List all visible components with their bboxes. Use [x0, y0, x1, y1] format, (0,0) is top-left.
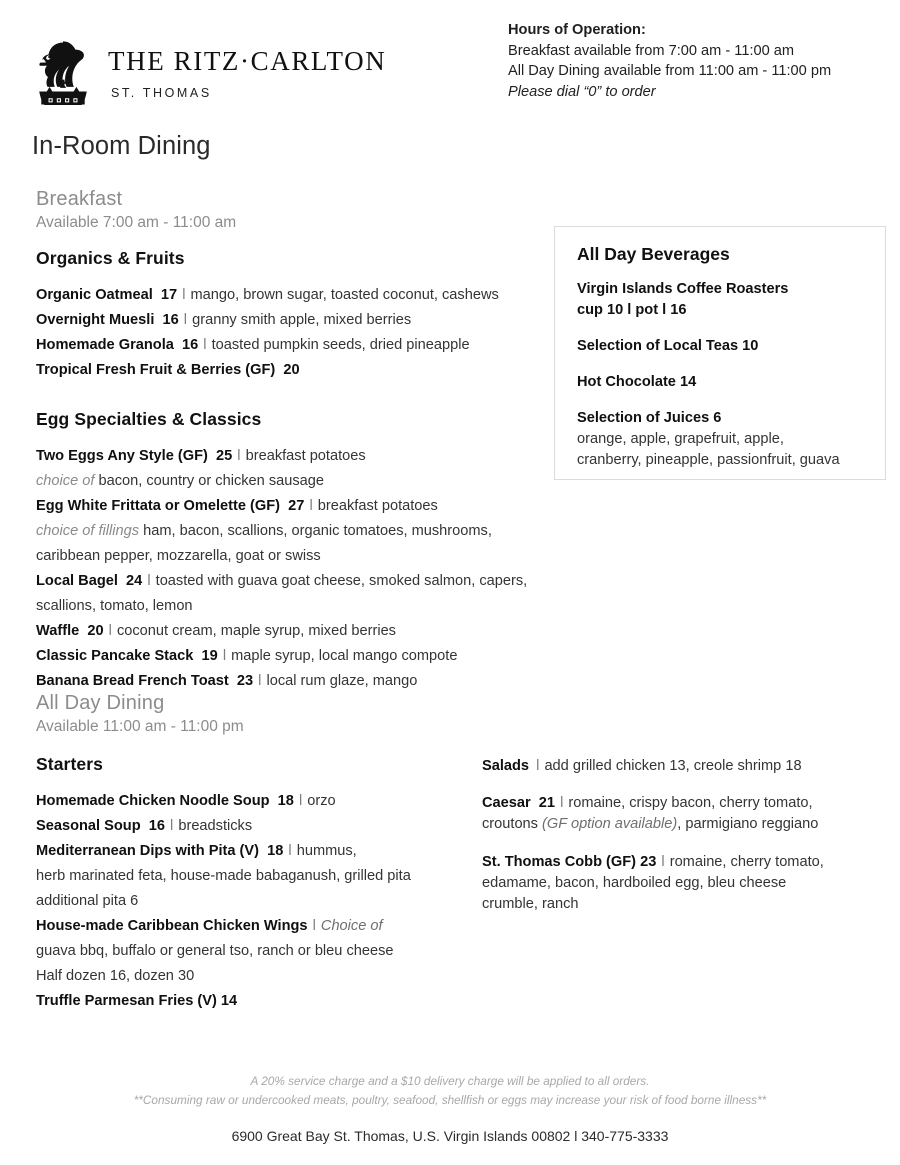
menu-item-name: Two Eggs Any Style (GF)	[36, 448, 208, 464]
beverage-item	[577, 336, 885, 357]
beverages-list	[577, 279, 885, 471]
beverage-item	[577, 279, 885, 321]
menu-item-choice-note	[36, 469, 556, 494]
starters-title: Starters	[36, 754, 103, 774]
beverage-name: Hot Chocolate 14	[577, 374, 697, 390]
choice-note-lead: choice of fillings	[36, 523, 140, 539]
choice-note-options: ham, bacon, scallions, organic tomatoes, mushrooms, caribbean pepper, mozzarella, goat or swiss	[36, 523, 492, 564]
beverage-item	[577, 408, 885, 471]
ritz-carlton-lion-crown-crest-icon	[32, 38, 94, 112]
hours-of-operation	[508, 20, 831, 102]
menu-item-name: Seasonal Soup	[36, 818, 141, 834]
menu-item-separator: l	[288, 843, 292, 859]
menu-item-price: 17	[152, 287, 178, 303]
menu-item-name: Truffle Parmesan Fries (V) 14	[36, 993, 238, 1009]
salad-description: romaine, crispy bacon, cherry tomato,	[568, 795, 813, 811]
salad-item-head	[482, 793, 872, 814]
menu-item	[36, 333, 556, 358]
salad-description: romaine, cherry tomato,	[669, 854, 824, 870]
menu-item	[36, 914, 466, 939]
menu-item-description: toasted with guava goat cheese, smoked salmon, capers, scallions, tomato, lemon	[36, 573, 528, 614]
menu-item-continuation: herb marinated feta, house-made babaganush, grilled pita	[36, 868, 411, 884]
all-day-beverages-box	[554, 226, 886, 480]
salad-description-line: edamame, bacon, hardboiled egg, bleu cheese	[482, 875, 787, 891]
starters-list	[36, 789, 466, 1014]
menu-item-separator: l	[298, 793, 303, 809]
menu-item-description: coconut cream, maple syrup, mixed berries	[116, 623, 396, 639]
footer-disclaimers	[0, 1072, 900, 1110]
menu-item-description: toasted pumpkin seeds, dried pineapple	[211, 337, 470, 353]
all-day-section-name: All Day Dining	[36, 692, 165, 714]
category-organics-and-fruits	[36, 248, 556, 383]
category-title: Organics & Fruits	[36, 248, 185, 268]
choice-note-lead: choice of	[36, 473, 95, 489]
brand-property-name: ST. THOMAS	[111, 86, 212, 100]
menu-item-name: House-made Caribbean Chicken Wings	[36, 918, 308, 934]
menu-item-separator: l	[147, 573, 151, 589]
menu-item-name: Waffle	[36, 623, 80, 639]
menu-item	[36, 358, 556, 383]
menu-item-separator: l	[237, 448, 241, 464]
beverages-title: All Day Beverages	[577, 244, 730, 264]
menu-item-continuation: additional pita 6	[36, 893, 139, 909]
menu-item	[36, 644, 556, 669]
menu-item-description: hummus,	[296, 843, 357, 859]
menu-item-description: breadsticks	[178, 818, 253, 834]
menu-item-description: Choice of	[320, 918, 383, 934]
salads-column	[482, 754, 872, 932]
choice-note-options: bacon, country or chicken sausage	[98, 473, 325, 489]
salad-separator: l	[560, 795, 564, 811]
menu-item-price: 19	[193, 648, 218, 664]
starters-column	[36, 754, 466, 1014]
menu-item-name: Homemade Granola	[36, 337, 174, 353]
salads-title-row	[482, 754, 872, 779]
menu-item-description: mango, brown sugar, toasted coconut, cashews	[190, 287, 499, 303]
menu-item-price: 25	[207, 448, 233, 464]
salad-name: St. Thomas Cobb (GF) 23	[482, 854, 657, 870]
menu-item-price: 24	[117, 573, 143, 589]
property-address: 6900 Great Bay St. Thomas, U.S. Virgin Islands 00802 l 340-775-3333	[231, 1128, 669, 1144]
menu-item	[36, 669, 556, 694]
salad-description-line: croutons (GF option available), parmigiano reggiano	[482, 816, 819, 832]
salads-title: Salads	[482, 758, 530, 774]
menu-item-separator: l	[203, 337, 207, 353]
brand-text	[108, 36, 386, 100]
hours-dial-instruction: Please dial “0” to order	[508, 83, 656, 100]
menu-item-description: maple syrup, local mango compote	[231, 648, 458, 664]
menu-item-description: breakfast potatoes	[245, 448, 366, 464]
menu-item-separator: l	[183, 312, 188, 328]
salad-gf-note: (GF option available)	[542, 816, 678, 832]
menu-item-name: Homemade Chicken Noodle Soup	[36, 793, 270, 809]
service-charge-disclaimer: A 20% service charge and a $10 delivery charge will be applied to all orders.	[250, 1074, 650, 1088]
breakfast-section-hours: Available 7:00 am - 11:00 am	[36, 214, 237, 231]
breakfast-items-column	[36, 248, 556, 694]
salad-description-line: crumble, ranch	[482, 896, 579, 912]
menu-item-price: 27	[280, 498, 305, 514]
menu-item	[36, 619, 556, 644]
menu-item-price: 16	[140, 818, 165, 834]
menu-item-price: 20	[275, 362, 300, 378]
salads-list	[482, 793, 872, 915]
menu-item-separator: l	[222, 648, 227, 664]
beverage-sizes: cup 10 l pot l 16	[577, 302, 687, 318]
menu-item-separator: l	[108, 623, 112, 639]
category-title: Egg Specialties & Classics	[36, 409, 262, 429]
menu-item	[36, 444, 556, 469]
beverage-name: Selection of Local Teas 10	[577, 338, 759, 354]
menu-item-price: 16	[173, 337, 199, 353]
salad-price: 21	[530, 795, 556, 811]
beverage-description: orange, apple, grapefruit, apple,	[577, 431, 784, 447]
menu-item-name: Tropical Fresh Fruit & Berries (GF)	[36, 362, 276, 378]
category-items	[36, 444, 556, 694]
menu-item-price: 18	[259, 843, 284, 859]
menu-item	[36, 839, 466, 864]
category-items	[36, 283, 556, 383]
hours-all-day-line: All Day Dining available from 11:00 am - 11:00 pm	[508, 63, 832, 79]
menu-item-price: 23	[228, 673, 254, 689]
menu-item-name: Egg White Frittata or Omelette (GF)	[36, 498, 281, 514]
menu-item	[36, 789, 466, 814]
menu-item-separator: l	[258, 673, 262, 689]
menu-item-separator: l	[309, 498, 313, 514]
hours-breakfast-line: Breakfast available from 7:00 am - 11:00 am	[508, 42, 795, 59]
menu-item-separator: l	[170, 818, 174, 834]
menu-item-description: breakfast potatoes	[317, 498, 438, 514]
page-title: In-Room Dining	[32, 132, 211, 160]
all-day-section-hours: Available 11:00 am - 11:00 pm	[36, 718, 244, 735]
menu-item-name: Organic Oatmeal	[36, 287, 153, 303]
breakfast-section-header	[36, 188, 236, 232]
beverage-name: Selection of Juices 6	[577, 410, 722, 426]
brand-wordmark: THE RITZ·CARLTON	[108, 46, 387, 76]
menu-item-separator: l	[312, 918, 316, 934]
salads-title-desc: add grilled chicken 13, creole shrimp 18	[544, 758, 802, 774]
category-egg-specialties	[36, 409, 556, 694]
menu-item-name: Local Bagel	[36, 573, 118, 589]
all-day-section-header	[36, 692, 244, 736]
menu-item-price: 18	[269, 793, 294, 809]
footer-address-row	[0, 1128, 900, 1146]
menu-item	[36, 814, 466, 839]
menu-item-name: Mediterranean Dips with Pita (V)	[36, 843, 259, 859]
beverage-description: cranberry, pineapple, passionfruit, guava	[577, 452, 840, 468]
menu-item-choice-note	[36, 519, 556, 569]
menu-item	[36, 569, 556, 619]
menu-item-description: local rum glaze, mango	[266, 673, 418, 689]
beverage-name: Virgin Islands Coffee Roasters	[577, 281, 789, 297]
salad-name: Caesar	[482, 795, 531, 811]
menu-item-price: 20	[79, 623, 104, 639]
menu-item-continuation: Half dozen 16, dozen 30	[36, 968, 195, 984]
salads-title-separator: l	[536, 758, 540, 774]
menu-item-price: 16	[154, 312, 179, 328]
menu-item-description: granny smith apple, mixed berries	[192, 312, 412, 328]
hours-heading: Hours of Operation:	[508, 22, 646, 38]
breakfast-section-name: Breakfast	[36, 188, 123, 210]
menu-item-description: orzo	[307, 793, 336, 809]
menu-item	[36, 989, 466, 1014]
menu-item-name: Overnight Muesli	[36, 312, 155, 328]
salad-separator: l	[661, 854, 665, 870]
salad-item	[482, 793, 872, 835]
salad-item	[482, 852, 872, 915]
menu-item-name: Classic Pancake Stack	[36, 648, 194, 664]
menu-item	[36, 494, 556, 519]
menu-item-name: Banana Bread French Toast	[36, 673, 229, 689]
beverage-item	[577, 372, 885, 393]
menu-item-continuation: guava bbq, buffalo or general tso, ranch or bleu cheese	[36, 943, 394, 959]
menu-item	[36, 308, 556, 333]
salad-item-head	[482, 852, 872, 873]
menu-item	[36, 283, 556, 308]
menu-item-separator: l	[182, 287, 186, 303]
food-safety-disclaimer: **Consuming raw or undercooked meats, poultry, seafood, shellfish or eggs may increase your risk of food borne illness**	[133, 1093, 767, 1107]
